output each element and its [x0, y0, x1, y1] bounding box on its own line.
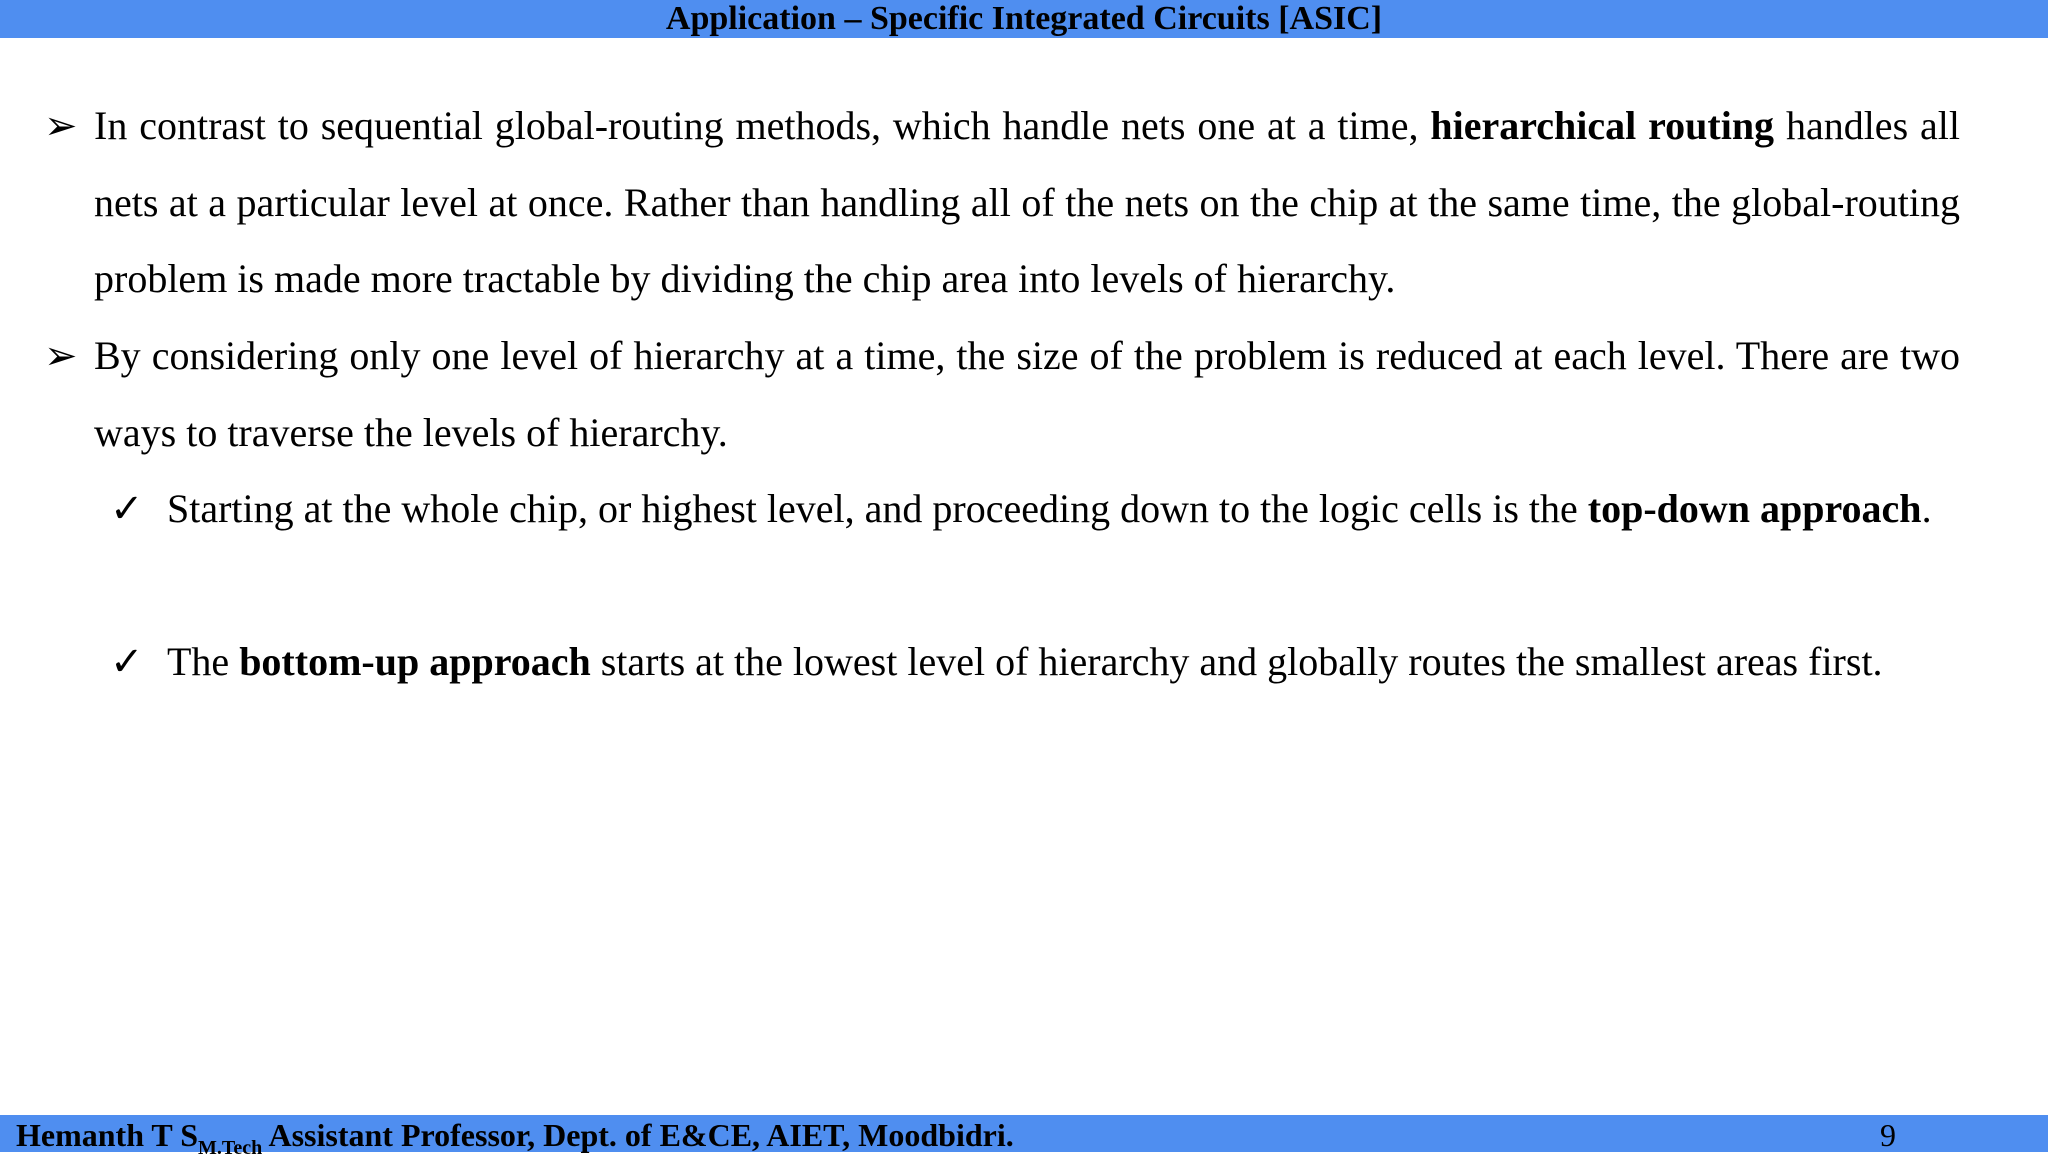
sub-bullet-1-text-a: Starting at the whole chip, or highest level, and proceeding down to the logic cells is the [167, 486, 1588, 531]
footer-degree: M.Tech [197, 1137, 263, 1159]
check-bullet-icon: ✓ [110, 486, 144, 531]
sub-bullet-2 [167, 624, 1960, 701]
footer-author-line [16, 1115, 1014, 1159]
check-bullet-icon: ✓ [110, 639, 144, 684]
bullet-1 [94, 88, 1960, 318]
sub-bullet-1-text-b: . [1921, 486, 1932, 531]
arrow-bullet-icon: ➢ [44, 103, 78, 148]
footer-author: Hemanth T S [16, 1117, 198, 1153]
bullet-2 [94, 318, 1960, 471]
sub-bullet-2-bold-term: bottom-up approach [239, 639, 591, 684]
sub-bullet-2-text-a: The [167, 639, 240, 684]
sub-bullet-1 [167, 471, 1960, 548]
bullet-1-text-a: In contrast to sequential global-routing methods, which handle nets one at a time, [94, 103, 1431, 148]
bullet-1-text-b: handles all nets at a particular level at once. Rather than handling all of the nets on the chip at the same time, the global-routing problem is made more tractable by dividing the chip area into levels of hierarchy. [94, 103, 1960, 302]
page-number: 9 [1880, 1117, 1896, 1153]
bullet-2-text: By considering only one level of hierarchy at a time, the size of the problem is reduced at each level. There are two ways to traverse the levels of hierarchy. [94, 333, 1960, 455]
footer-affiliation: Assistant Professor, Dept. of E&CE, AIET, Moodbidri. [268, 1117, 1014, 1153]
sub-bullet-1-bold-term: top-down approach [1587, 486, 1922, 531]
bullet-1-bold-term: hierarchical routing [1430, 103, 1775, 148]
sub-bullet-2-text-b: starts at the lowest level of hierarchy and globally routes the smallest areas first. [590, 639, 1883, 684]
arrow-bullet-icon: ➢ [44, 333, 78, 378]
slide-title: Application – Specific Integrated Circuits [ASIC] [665, 0, 1383, 37]
